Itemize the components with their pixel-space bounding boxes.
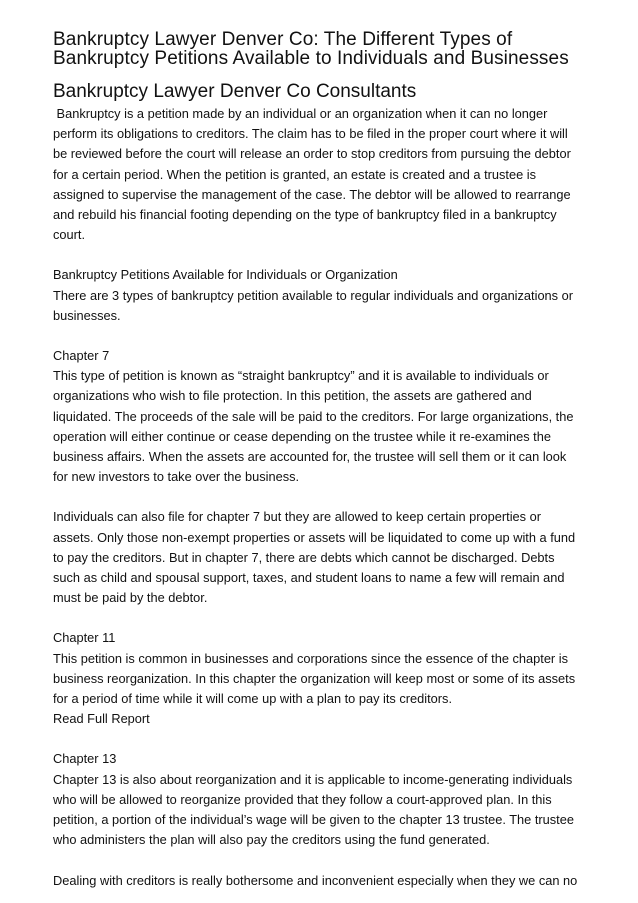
text-line: There are 3 types of bankruptcy petition available to regular individuals and organizations or bbox=[53, 287, 574, 303]
section-heading: Bankruptcy Lawyer Denver Co Consultants bbox=[53, 81, 417, 102]
text-line: This type of petition is known as “straight bankruptcy” and it is available to individuals or bbox=[53, 368, 549, 384]
text-line: perform its obligations to creditors. The claim has to be filed in the proper court where it will bbox=[53, 126, 568, 142]
text-line: operation will either continue or cease depending on the trustee while it re-examines the bbox=[53, 428, 551, 444]
text-line: such as child and spousal support, taxes, and student loans to name a few will remain and bbox=[53, 570, 565, 586]
paragraph-heading: Chapter 7 bbox=[53, 348, 110, 364]
paragraph-gap bbox=[53, 245, 593, 265]
paragraph-gap bbox=[53, 326, 593, 346]
document-page bbox=[53, 30, 593, 891]
paragraph-heading: Bankruptcy Petitions Available for Individuals or Organization bbox=[53, 267, 398, 283]
paragraph-gap bbox=[53, 729, 593, 749]
title-line: Bankruptcy Lawyer Denver Co: The Different Types of bbox=[53, 29, 513, 50]
text-line: Bankruptcy is a petition made by an individual or an organization when it can no longer bbox=[53, 106, 548, 121]
text-line: for new investors to take over the business. bbox=[53, 469, 300, 485]
text-line: petition, a portion of the individual’s wage will be given to the chapter 13 trustee. The trustee bbox=[53, 812, 574, 828]
text-line: Individuals can also file for chapter 7 but they are allowed to keep certain properties or bbox=[53, 509, 541, 525]
chapter-7-individuals-paragraph bbox=[53, 507, 593, 608]
text-line: businesses. bbox=[53, 307, 121, 323]
text-line: who will be allowed to reorganize provided that they follow a court-approved plan. In this bbox=[53, 791, 552, 807]
read-full-report-link[interactable]: Read Full Report bbox=[53, 711, 150, 727]
paragraph-gap bbox=[53, 608, 593, 628]
paragraph-heading: Chapter 11 bbox=[53, 630, 116, 646]
text-line: for a certain period. When the petition is granted, an estate is created and a trustee is bbox=[53, 166, 537, 182]
text-line: be reviewed before the court will release an order to stop creditors from pursuing the debtor bbox=[53, 146, 571, 162]
text-line: business affairs. When the assets are accounted for, the trustee will sell them or it can look bbox=[53, 449, 567, 465]
document-title bbox=[53, 30, 593, 68]
text-line: assets. Only those non-exempt properties or assets will be liquidated to come up with a fund bbox=[53, 529, 576, 545]
text-line: to pay the creditors. But in chapter 7, there are debts which cannot be discharged. Debts bbox=[53, 549, 555, 565]
text-line: and rebuild his financial footing depending on the type of bankruptcy filed in a bankruptcy bbox=[53, 207, 557, 223]
text-line: assigned to supervise the management of the case. The debtor will be allowed to rearrange bbox=[53, 186, 571, 202]
text-line: Chapter 13 is also about reorganization and it is applicable to income-generating individuals bbox=[53, 771, 573, 787]
closing-paragraph bbox=[53, 871, 593, 891]
text-line: liquidated. The proceeds of the sale will be paid to the creditors. For large organizations, the bbox=[53, 408, 574, 424]
paragraph-gap bbox=[53, 851, 593, 871]
text-line: must be paid by the debtor. bbox=[53, 590, 208, 606]
title-line: Bankruptcy Petitions Available to Individuals and Businesses bbox=[53, 48, 569, 69]
paragraph-gap bbox=[53, 487, 593, 507]
text-line: Dealing with creditors is really bothersome and inconvenient especially when they we can no bbox=[53, 872, 578, 888]
intro-paragraph bbox=[53, 104, 593, 245]
text-line: business reorganization. In this chapter the organization will keep most or some of its assets bbox=[53, 670, 576, 686]
chapter-13-paragraph bbox=[53, 749, 593, 850]
text-line: who administers the plan will also pay the creditors using the fund generated. bbox=[53, 832, 490, 848]
text-line: organizations who wish to file protection. In this petition, the assets are gathered and bbox=[53, 388, 532, 404]
chapter-7-paragraph bbox=[53, 346, 593, 487]
text-line: court. bbox=[53, 227, 86, 243]
text-line: for a period of time while it will come up with a plan to pay its creditors. bbox=[53, 691, 453, 707]
chapter-11-paragraph bbox=[53, 628, 593, 729]
text-line: This petition is common in businesses and corporations since the essence of the chapter is bbox=[53, 650, 568, 666]
petitions-paragraph bbox=[53, 265, 593, 326]
paragraph-heading: Chapter 13 bbox=[53, 751, 117, 767]
